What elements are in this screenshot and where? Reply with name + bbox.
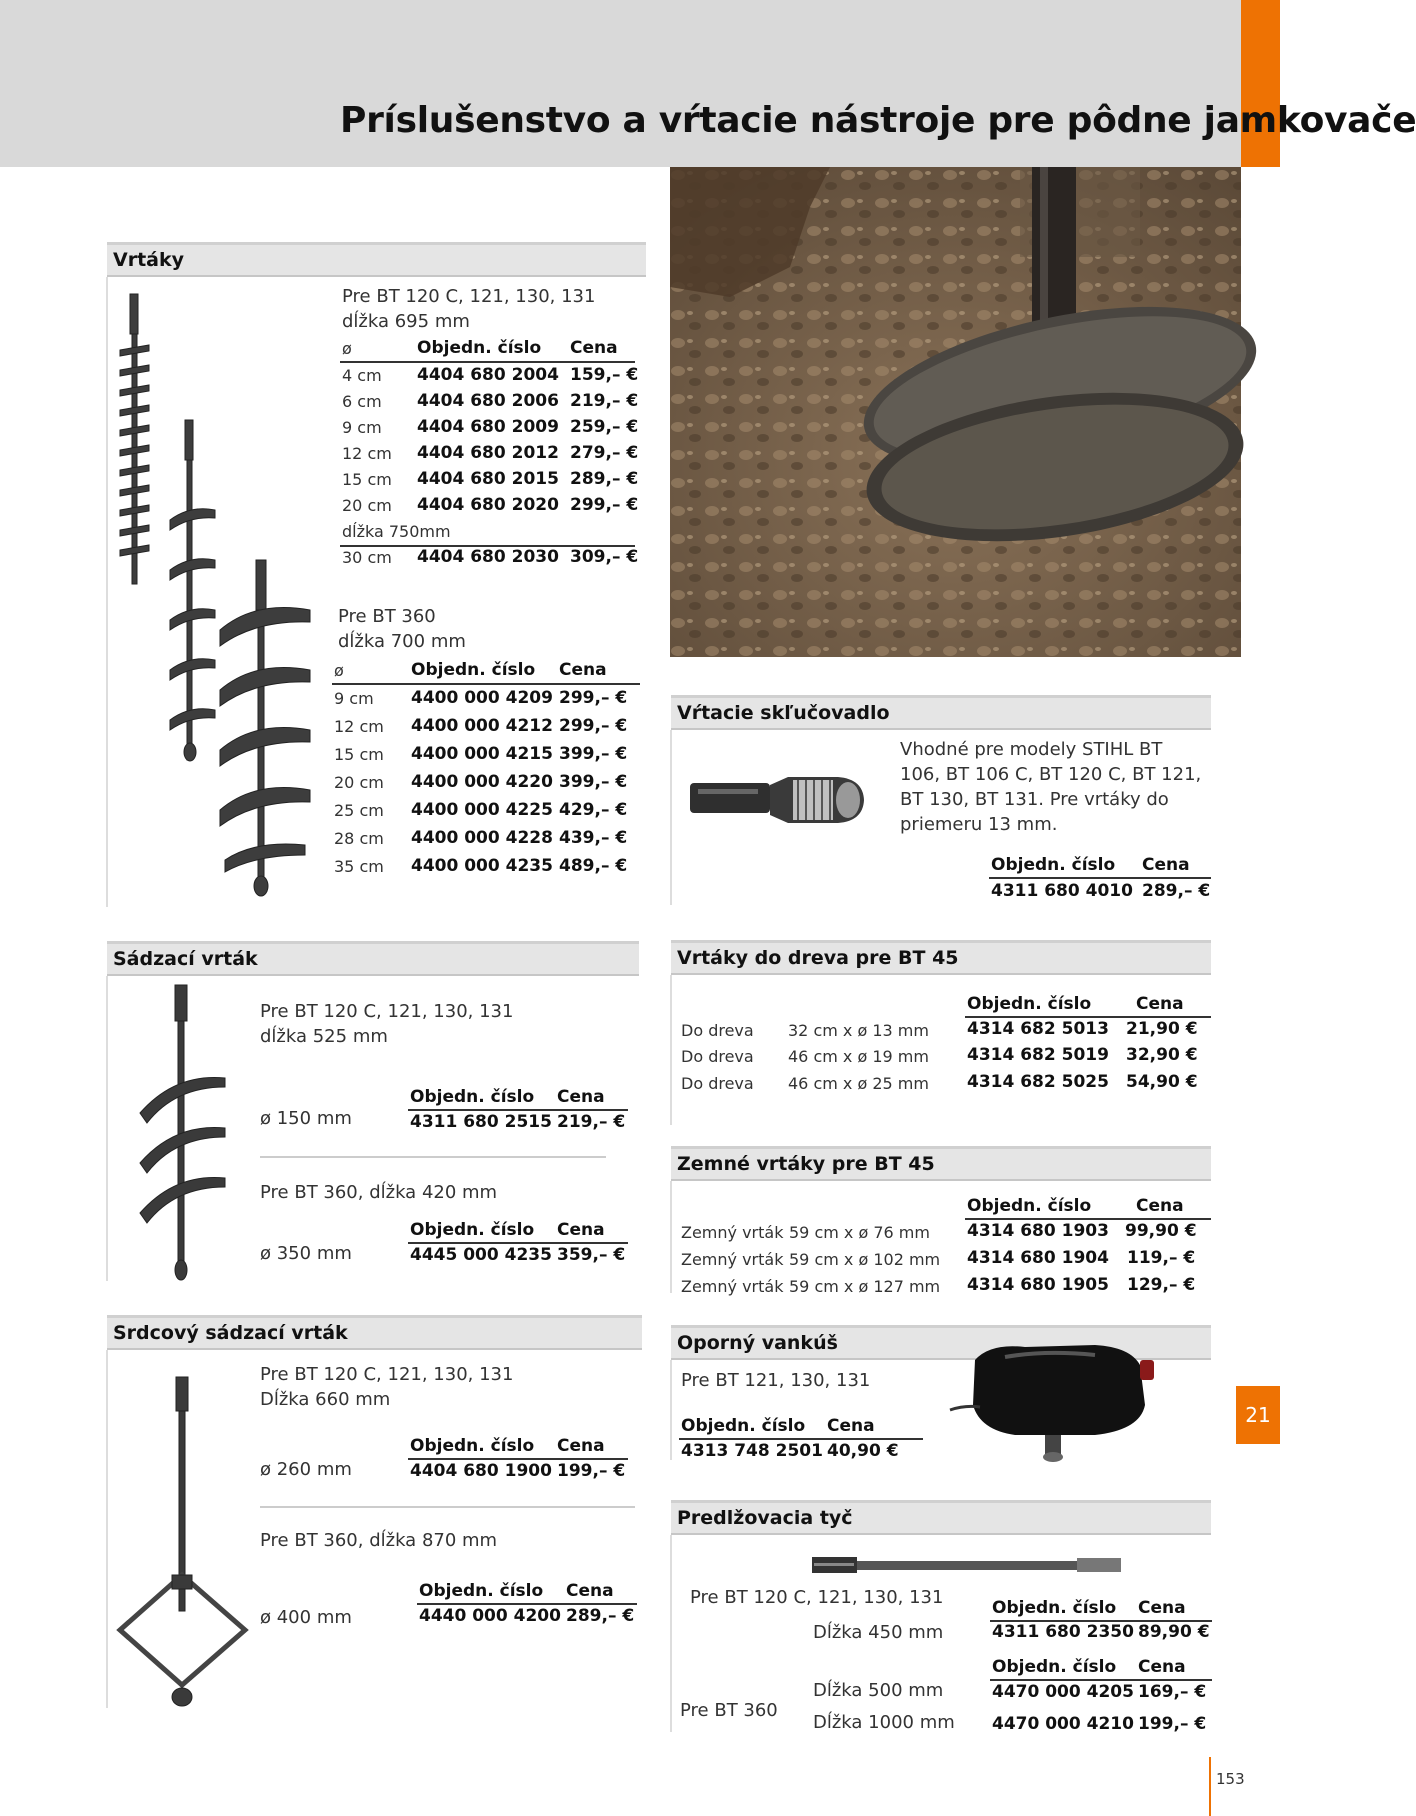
section-rule [106, 976, 108, 1281]
table-cell: 12 cm [334, 717, 384, 736]
vankus-price: 40,90 € [827, 1441, 899, 1461]
auger-in-soil-photo [670, 167, 1241, 657]
chuck-desc-line: BT 130, BT 131. Pre vrtáky do [900, 789, 1169, 810]
col-header-order: Objedn. číslo [992, 1598, 1117, 1618]
vrtaky-g2-length: dĺžka 700 mm [338, 631, 466, 652]
srdcovy-models: Pre BT 120 C, 121, 130, 131 [260, 1364, 514, 1385]
table-cell: 4404 680 2009 [417, 417, 559, 437]
predl-order-1: 4311 680 2350 [992, 1622, 1134, 1642]
section-heading-vankus: Oporný vankúš [671, 1325, 1211, 1360]
section-rule [106, 1350, 108, 1708]
col-header-price: Cena [1138, 1657, 1186, 1677]
col-header-order: Objedn. číslo [967, 994, 1092, 1014]
table-cell: 35 cm [334, 857, 384, 876]
table-cell: 59 cm x ø 127 mm [789, 1277, 941, 1296]
table-cell: 289,– € [570, 469, 639, 489]
table-cell: 299,– € [559, 688, 628, 708]
col-header-order: Objedn. číslo [417, 338, 542, 358]
table-rule [340, 361, 635, 363]
table-cell: 4404 680 2006 [417, 391, 559, 411]
table-cell: 4 cm [342, 366, 382, 385]
table-rule [417, 1603, 637, 1605]
table-cell: 4400 000 4220 [411, 772, 553, 792]
table-cell: 4400 000 4225 [411, 800, 553, 820]
sadzaci-order-1: 4311 680 2515 [410, 1112, 552, 1132]
table-cell: Do dreva [681, 1074, 754, 1093]
predl-models-2: Pre BT 360 [680, 1700, 778, 1721]
col-header-order: Objedn. číslo [967, 1196, 1092, 1216]
table-cell: 59 cm x ø 102 mm [789, 1250, 941, 1269]
table-cell: 299,– € [570, 495, 639, 515]
table-cell: 439,– € [559, 828, 628, 848]
col-header-order: Objedn. číslo [410, 1220, 535, 1240]
table-cell: 4400 000 4209 [411, 688, 553, 708]
section-rule [670, 730, 672, 905]
col-header-price: Cena [557, 1087, 605, 1107]
predl-order-3: 4470 000 4210 [992, 1714, 1134, 1734]
srdcovy-price-2: 289,– € [566, 1606, 635, 1626]
col-header-price: Cena [559, 660, 607, 680]
section-heading-predl: Predlžovacia tyč [671, 1500, 1211, 1535]
sadzaci-diameter-1: ø 150 mm [260, 1108, 352, 1129]
table-cell: 4404 680 2004 [417, 365, 559, 385]
table-cell: 15 cm [334, 745, 384, 764]
table-cell: 159,– € [570, 365, 639, 385]
header-accent [1241, 0, 1280, 167]
table-cell: 4400 000 4215 [411, 744, 553, 764]
section-rule [670, 975, 672, 1125]
section-rule [670, 1535, 672, 1732]
table-cell: 20 cm [334, 773, 384, 792]
sadzaci-price-1: 219,– € [557, 1112, 626, 1132]
section-heading-chuck: Vŕtacie skľučovadlo [671, 695, 1211, 730]
support-cushion-illustration [945, 1335, 1160, 1465]
table-cell: 4314 680 1903 [967, 1221, 1109, 1241]
table-cell: 4400 000 4228 [411, 828, 553, 848]
predl-price-1: 89,90 € [1138, 1622, 1210, 1642]
col-header-order: Objedn. číslo [410, 1087, 535, 1107]
table-cell: Zemný vrták [681, 1223, 784, 1242]
vrtaky-g1-length: dĺžka 695 mm [342, 311, 470, 332]
chuck-desc-line: 106, BT 106 C, BT 120 C, BT 121, [900, 764, 1202, 785]
divider [260, 1506, 635, 1508]
table-cell: 20 cm [342, 496, 392, 515]
table-cell: 54,90 € [1126, 1072, 1198, 1092]
table-cell: 12 cm [342, 444, 392, 463]
auger-drills-illustration [115, 290, 320, 905]
table-rule [332, 683, 640, 685]
table-cell: 4314 682 5019 [967, 1045, 1109, 1065]
col-header-price: Cena [570, 338, 618, 358]
section-rule [106, 277, 108, 907]
predl-length-3: Dĺžka 1000 mm [813, 1712, 955, 1733]
srdcovy-diameter-1: ø 260 mm [260, 1459, 352, 1480]
predl-length-2: Dĺžka 500 mm [813, 1680, 944, 1701]
vrtaky-g1-models: Pre BT 120 C, 121, 130, 131 [342, 286, 596, 307]
extension-rod-illustration [810, 1553, 1125, 1579]
col-header-order: Objedn. číslo [411, 660, 536, 680]
table-cell: 4404 680 2030 [417, 547, 559, 567]
table-cell: 219,– € [570, 391, 639, 411]
srdcovy-order-1: 4404 680 1900 [410, 1461, 552, 1481]
table-rule [990, 1679, 1212, 1681]
table-cell: 9 cm [342, 418, 382, 437]
table-cell: 32 cm x ø 13 mm [788, 1021, 929, 1040]
table-cell: 4314 680 1904 [967, 1248, 1109, 1268]
col-header-price: Cena [1142, 855, 1190, 875]
table-cell: 259,– € [570, 417, 639, 437]
col-header-price: Cena [557, 1220, 605, 1240]
sadzaci-models: Pre BT 120 C, 121, 130, 131 [260, 1001, 514, 1022]
table-cell: 9 cm [334, 689, 374, 708]
table-rule [965, 1016, 1211, 1018]
predl-length-1: Dĺžka 450 mm [813, 1622, 944, 1643]
chuck-price: 289,– € [1142, 881, 1211, 901]
table-cell: 4404 680 2012 [417, 443, 559, 463]
chapter-tab: 21 [1236, 1386, 1280, 1444]
page-number-rule [1209, 1757, 1211, 1816]
table-rule [408, 1242, 628, 1244]
sadzaci-order-2: 4445 000 4235 [410, 1245, 552, 1265]
heart-auger-illustration [110, 1375, 255, 1710]
table-cell: 4400 000 4235 [411, 856, 553, 876]
table-cell: Do dreva [681, 1047, 754, 1066]
predl-price-2: 169,– € [1138, 1682, 1207, 1702]
table-cell: 46 cm x ø 25 mm [788, 1074, 929, 1093]
col-header-price: Cena [557, 1436, 605, 1456]
col-header-price: Cena [1138, 1598, 1186, 1618]
sadzaci-diameter-2: ø 350 mm [260, 1243, 352, 1264]
table-cell: 99,90 € [1125, 1221, 1197, 1241]
srdcovy-diameter-2: ø 400 mm [260, 1607, 352, 1628]
table-cell: 46 cm x ø 19 mm [788, 1047, 929, 1066]
col-header-order: Objedn. číslo [681, 1416, 806, 1436]
table-rule [965, 1218, 1211, 1220]
divider [260, 1156, 606, 1158]
page-title: Príslušenstvo a vŕtacie nástroje pre pôdne jamkovače [340, 100, 1416, 141]
table-rule [679, 1438, 923, 1440]
col-header-diameter: ø [334, 661, 344, 680]
srdcovy-price-1: 199,– € [557, 1461, 626, 1481]
vrtaky-g2-models: Pre BT 360 [338, 606, 436, 627]
table-cell: 15 cm [342, 470, 392, 489]
predl-models-1: Pre BT 120 C, 121, 130, 131 [690, 1587, 944, 1608]
table-cell: 119,– € [1127, 1248, 1196, 1268]
vankus-models: Pre BT 121, 130, 131 [681, 1370, 871, 1391]
planting-auger-illustration [135, 983, 235, 1283]
table-cell: Do dreva [681, 1021, 754, 1040]
col-header-price: Cena [1136, 1196, 1184, 1216]
table-rule [989, 877, 1211, 879]
table-cell: 4404 680 2015 [417, 469, 559, 489]
chuck-desc-line: Vhodné pre modely STIHL BT [900, 739, 1163, 760]
table-cell: 4400 000 4212 [411, 716, 553, 736]
sadzaci-models-2: Pre BT 360, dĺžka 420 mm [260, 1182, 498, 1203]
col-header-diameter: ø [342, 339, 352, 358]
section-rule [670, 1360, 672, 1460]
srdcovy-length: Dĺžka 660 mm [260, 1389, 391, 1410]
table-cell: 299,– € [559, 716, 628, 736]
chuck-order-number: 4311 680 4010 [991, 881, 1133, 901]
table-cell: 399,– € [559, 772, 628, 792]
col-header-order: Objedn. číslo [992, 1657, 1117, 1677]
section-heading-vrtaky: Vrtáky [107, 242, 646, 277]
col-header-price: Cena [566, 1581, 614, 1601]
table-cell: 28 cm [334, 829, 384, 848]
table-cell: 4314 680 1905 [967, 1275, 1109, 1295]
table-cell: dĺžka 750mm [342, 522, 451, 541]
chuck-desc-line: priemeru 13 mm. [900, 814, 1058, 835]
sadzaci-length: dĺžka 525 mm [260, 1026, 388, 1047]
table-rule [408, 1458, 628, 1460]
table-cell: 309,– € [570, 547, 639, 567]
section-heading-srdcovy: Srdcový sádzací vrták [107, 1315, 642, 1350]
table-cell: 4314 682 5013 [967, 1019, 1109, 1039]
col-header-order: Objedn. číslo [419, 1581, 544, 1601]
srdcovy-models-2: Pre BT 360, dĺžka 870 mm [260, 1530, 498, 1551]
col-header-price: Cena [1136, 994, 1184, 1014]
section-heading-zemne: Zemné vrtáky pre BT 45 [671, 1146, 1211, 1181]
drill-chuck-illustration [688, 765, 868, 835]
col-header-order: Objedn. číslo [410, 1436, 535, 1456]
srdcovy-order-2: 4440 000 4200 [419, 1606, 561, 1626]
table-cell: 59 cm x ø 76 mm [789, 1223, 930, 1242]
table-cell: 6 cm [342, 392, 382, 411]
table-cell: 30 cm [342, 548, 392, 567]
table-rule [408, 1109, 628, 1111]
table-cell: 4314 682 5025 [967, 1072, 1109, 1092]
section-heading-sadzaci: Sádzací vrták [107, 941, 639, 976]
table-cell: 25 cm [334, 801, 384, 820]
col-header-order: Objedn. číslo [991, 855, 1116, 875]
predl-price-3: 199,– € [1138, 1714, 1207, 1734]
table-cell: Zemný vrták [681, 1250, 784, 1269]
vankus-order-number: 4313 748 2501 [681, 1441, 823, 1461]
table-cell: 21,90 € [1126, 1019, 1198, 1039]
section-rule [670, 1181, 672, 1293]
sadzaci-price-2: 359,– € [557, 1245, 626, 1265]
col-header-price: Cena [827, 1416, 875, 1436]
header-band [0, 0, 1280, 167]
table-cell: 399,– € [559, 744, 628, 764]
predl-order-2: 4470 000 4205 [992, 1682, 1134, 1702]
table-cell: Zemný vrták [681, 1277, 784, 1296]
table-cell: 32,90 € [1126, 1045, 1198, 1065]
table-cell: 4404 680 2020 [417, 495, 559, 515]
page-number: 153 [1216, 1770, 1245, 1788]
table-cell: 429,– € [559, 800, 628, 820]
table-cell: 129,– € [1127, 1275, 1196, 1295]
section-heading-drevo: Vrtáky do dreva pre BT 45 [671, 940, 1211, 975]
table-cell: 279,– € [570, 443, 639, 463]
table-cell: 489,– € [559, 856, 628, 876]
